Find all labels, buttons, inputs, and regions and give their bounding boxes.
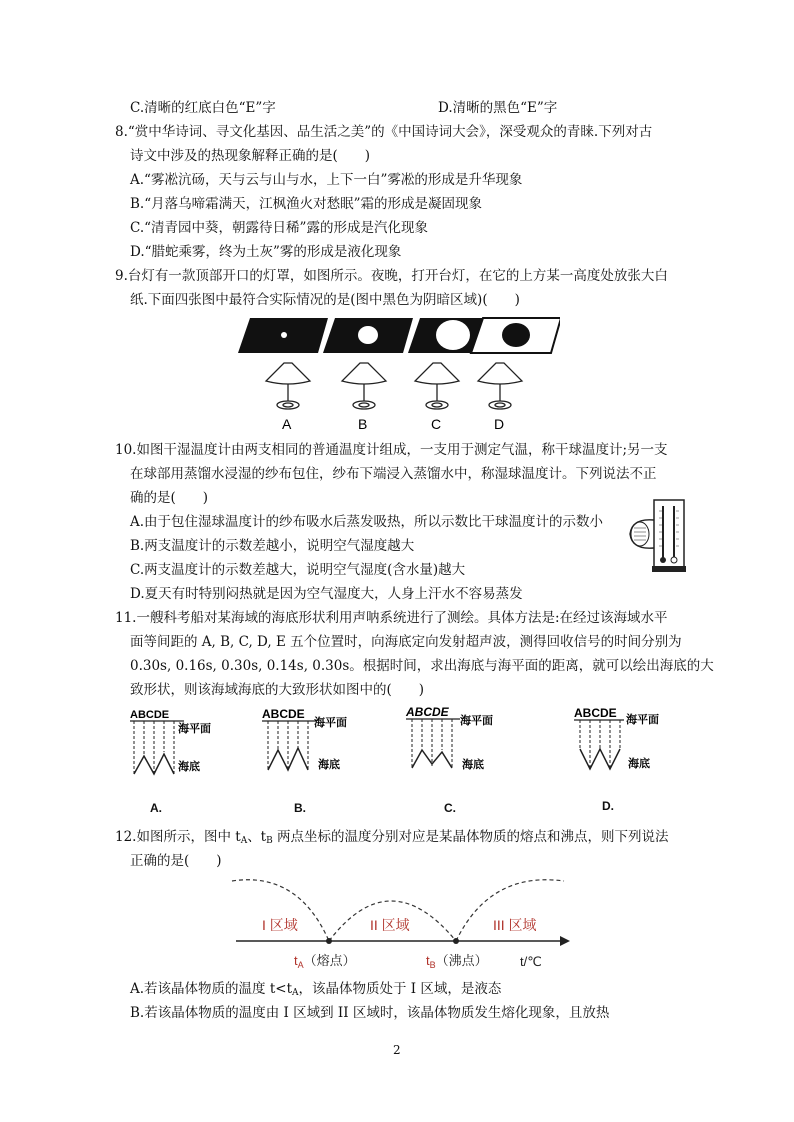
- sea-surface-label: 海平面: [178, 723, 211, 735]
- q9-panel-b: [323, 318, 413, 353]
- q10-option-b: B.两支温度计的示数差越小，说明空气湿度越大: [130, 538, 415, 554]
- prev-option-d: D.清晰的黑色“E”字: [438, 100, 558, 116]
- sea-surface-label: 海平面: [626, 714, 659, 726]
- q12-option-b: B.若该晶体物质的温度由 I 区域到 II 区域时，该晶体物质发生熔化现象，且放热: [130, 1005, 610, 1021]
- q12-stem-line1: 12.如图所示，图中 $t_A$、$t_B$ 两点坐标的温度分别对应是某晶体物质的熔点和沸点，则下列说法: [115, 829, 669, 846]
- region3-label: III 区域: [493, 917, 537, 933]
- ta-label: $t_A$（熔点）: [294, 953, 356, 970]
- temperature-region-diagram: [228, 873, 578, 975]
- q10-option-a: A.由于包住湿球温度计的纱布吸水后蒸发吸热，所以示数比干球温度计的示数小: [130, 514, 604, 530]
- q10-option-c: C.两支温度计的示数差越大，说明空气湿度(含水量)越大: [130, 562, 466, 578]
- sea-surface-label: 海平面: [314, 717, 347, 729]
- axis-unit-label: t/℃: [520, 954, 542, 969]
- q11-panel-b: [260, 704, 360, 780]
- q9-lamp-figure: [230, 313, 560, 435]
- light-spot-large: [436, 320, 470, 350]
- sonar-positions: ABCDE: [262, 707, 305, 721]
- q8-option-b: B.“月落乌啼霜满天，江枫渔火对愁眠”霜的形成是凝固现象: [130, 196, 483, 212]
- q8-option-c: C.“清青园中葵，朝露待日稀”露的形成是汽化现象: [130, 220, 428, 236]
- q9-stem-line2: 纸.下面四张图中最符合实际情况的是(图中黑色为阴暗区域)( ): [130, 292, 520, 308]
- q9-label-d: D: [494, 416, 505, 432]
- lamp-icon: [266, 363, 310, 409]
- q9-label-b: B: [358, 416, 368, 432]
- sonar-positions: ABCDE: [130, 709, 170, 721]
- q11-caption-c: C.: [444, 801, 456, 815]
- sea-bottom-label: 海底: [318, 759, 340, 771]
- q8-stem-line2: 诗文中涉及的热现象解释正确的是( ): [130, 148, 371, 164]
- q8-option-d: D.“腊蛇乘雾，终为土灰”雾的形成是液化现象: [130, 244, 402, 260]
- melting-point-marker: [326, 938, 332, 944]
- q11-caption-b: B.: [294, 801, 306, 815]
- dark-spot: [502, 323, 530, 347]
- sea-bottom-label: 海底: [628, 758, 650, 770]
- tb-label: $t_B$（沸点）: [426, 953, 488, 970]
- q12-option-a: A.若该晶体物质的温度 $t<t_A$，该晶体物质处于 I 区域，是液态: [130, 981, 502, 998]
- lamp-icon: [415, 363, 459, 409]
- q9-panel-d: [471, 318, 560, 353]
- q8-stem-line1: 8.“赏中华诗词、寻文化基因、品生活之美”的《中国诗词大会》，深受观众的青睐.下列对古: [115, 124, 653, 140]
- q11-stem-line2: 面等间距的 A, B, C, D, E 五个位置时，向海底定向发射超声波，测得回收信号的时间分别为: [130, 634, 682, 650]
- sonar-positions: ABCDE: [574, 706, 617, 720]
- light-spot-medium: [358, 326, 378, 344]
- sea-surface-label: 海平面: [460, 715, 493, 727]
- q10-stem-line2: 在球部用蒸馏水浸湿的纱布包住，纱布下端浸入蒸馏水中，称湿球温度计。下列说法不正: [130, 466, 657, 482]
- sea-bottom-label: 海底: [178, 761, 200, 773]
- q9-stem-line1: 9.台灯有一款顶部开口的灯罩，如图所示。夜晚，打开台灯，在它的上方某一高度处放张大白: [115, 268, 668, 284]
- q10-stem-line1: 10.如图干湿温度计由两支相同的普通温度计组成，一支用于测定气温，称干球温度计;另一支: [115, 442, 668, 458]
- sea-bottom-label: 海底: [462, 759, 484, 771]
- q11-stem-line1: 11.一艘科考船对某海域的海底形状利用声呐系统进行了测绘。具体方法是:在经过该海域水平: [115, 610, 668, 626]
- q11-panel-a: [128, 704, 228, 780]
- q10-option-d: D.夏天有时特别闷热就是因为空气湿度大，人身上汗水不容易蒸发: [130, 586, 523, 602]
- hygrometer-figure: [626, 496, 688, 576]
- q11-panel-d: [572, 703, 672, 779]
- prev-option-c: C.清晰的红底白色“E”字: [130, 100, 276, 116]
- q11-caption-d: D.: [602, 799, 614, 813]
- sonar-positions: ABCDE: [406, 705, 449, 719]
- region1-label: I 区域: [262, 917, 298, 933]
- q10-stem-line3: 确的是( ): [130, 490, 209, 506]
- q11-stem-line4: 致形状，则该海域海底的大致形状如图中的( ): [130, 682, 425, 698]
- q12-stem-line2: 正确的是( ): [130, 853, 222, 869]
- lamp-icon: [478, 363, 522, 409]
- q9-panel-a: [238, 318, 328, 353]
- q11-stem-line3: 0.30s, 0.16s, 0.30s, 0.14s, 0.30s。根据时间，求出海底与海平面的距离，就可以绘出海底的大: [130, 658, 714, 674]
- region2-label: II 区域: [370, 917, 410, 933]
- q8-option-a: A.“雾凇沆砀，天与云与山与水，上下一白”雾凇的形成是升华现象: [130, 172, 523, 188]
- q11-caption-a: A.: [150, 801, 162, 815]
- page-number: 2: [393, 1043, 401, 1057]
- q9-label-c: C: [431, 416, 442, 432]
- light-spot-small: [281, 332, 287, 338]
- axis-arrow-icon: [560, 936, 570, 946]
- q11-panel-c: [404, 702, 504, 778]
- lamp-icon: [342, 363, 386, 409]
- q9-label-a: A: [282, 416, 292, 432]
- boiling-point-marker: [453, 938, 459, 944]
